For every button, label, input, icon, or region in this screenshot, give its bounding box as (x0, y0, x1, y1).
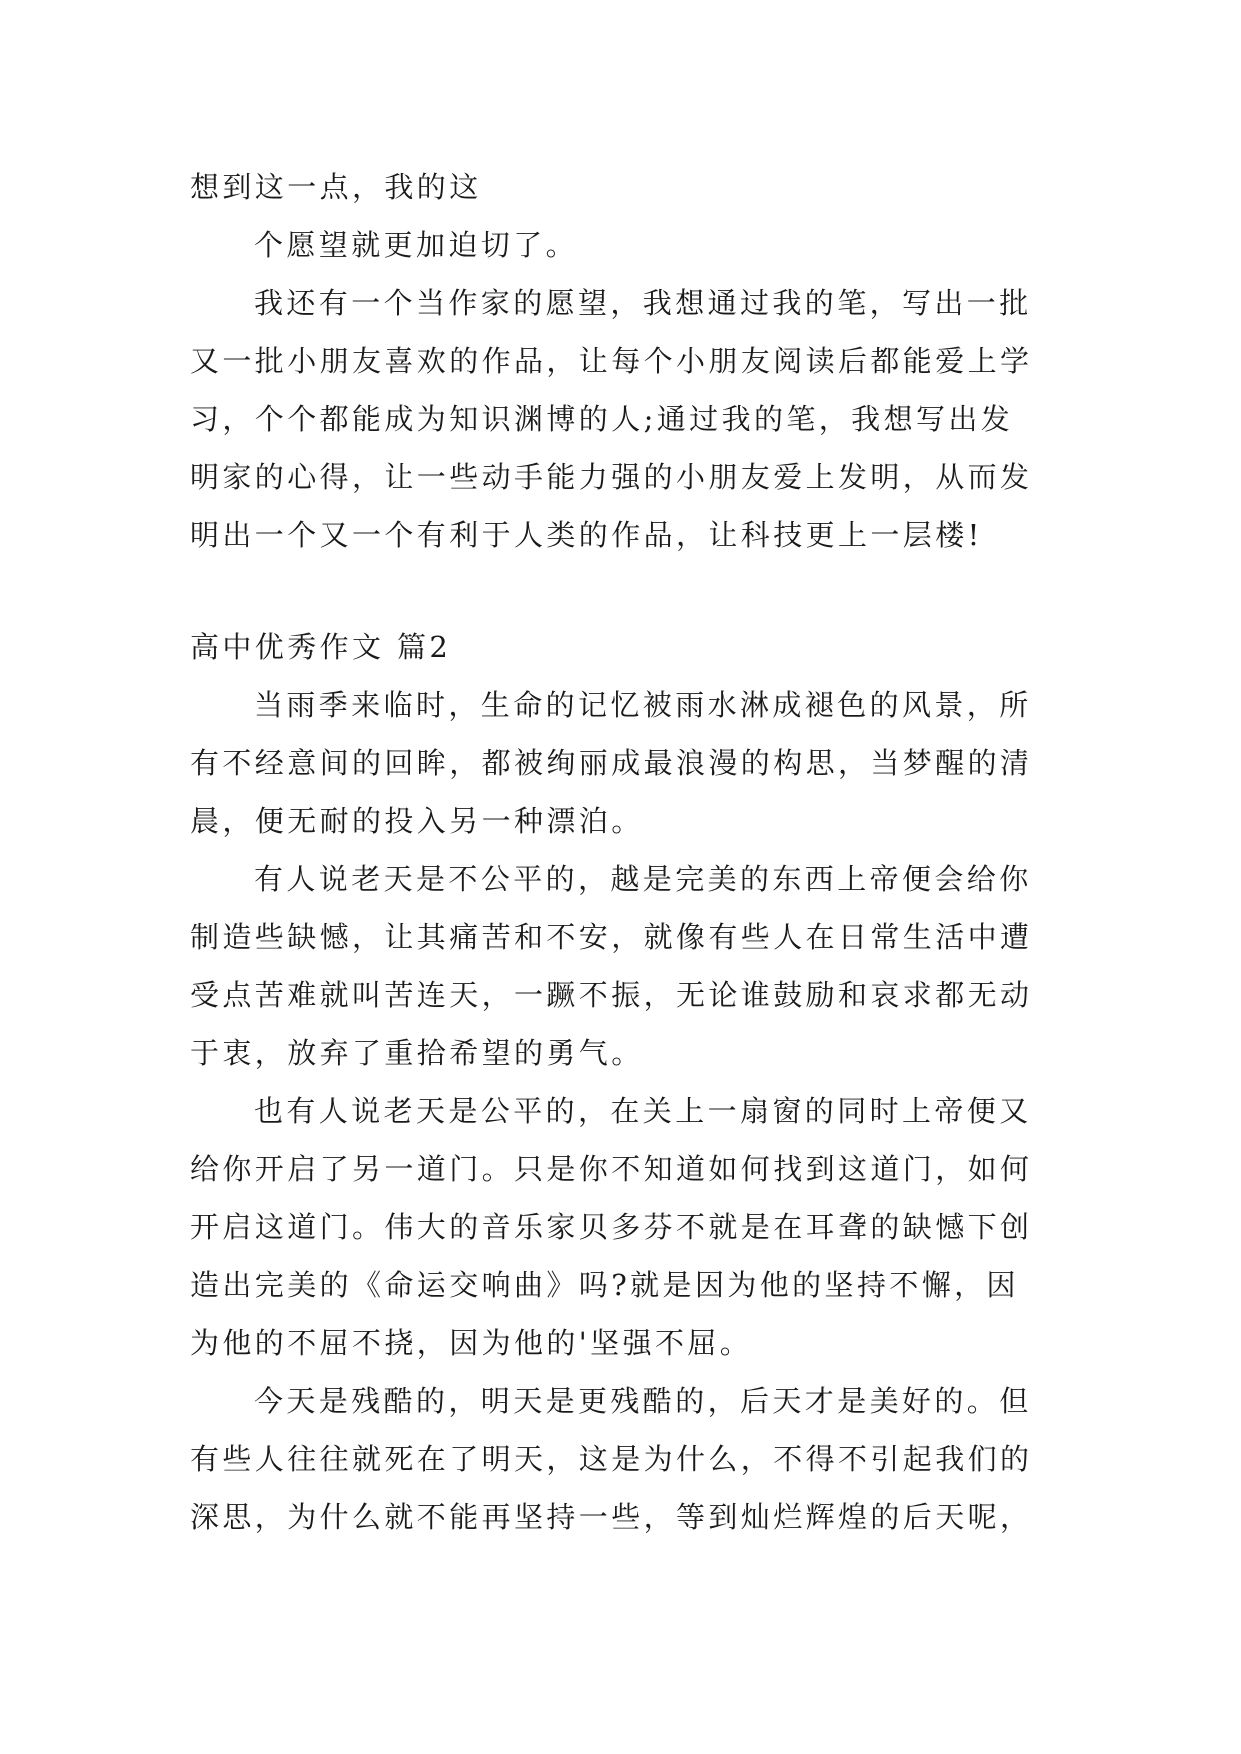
text-line: 又一批小朋友喜欢的作品，让每个小朋友阅读后都能爱上学 (190, 344, 1033, 378)
text-line: 深思，为什么就不能再坚持一些，等到灿烂辉煌的后天呢， (190, 1500, 1033, 1534)
text-line: 制造些缺憾，让其痛苦和不安，就像有些人在日常生活中遭 (190, 920, 1033, 954)
section-heading: 高中优秀作文 篇2 (190, 630, 452, 664)
text-line: 有些人往往就死在了明天，这是为什么，不得不引起我们的 (190, 1442, 1033, 1476)
paragraph-start: 今天是残酷的，明天是更残酷的，后天才是美好的。但 (254, 1384, 1032, 1418)
text-line: 个愿望就更加迫切了。 (254, 228, 579, 262)
text-line: 有不经意间的回眸，都被绚丽成最浪漫的构思，当梦醒的清 (190, 746, 1033, 780)
paragraph-start: 也有人说老天是公平的，在关上一扇窗的同时上帝便又 (254, 1094, 1032, 1128)
text-line: 为他的不屈不挠，因为他的'坚强不屈。 (190, 1326, 753, 1360)
paragraph-start: 当雨季来临时，生命的记忆被雨水淋成褪色的风景，所 (254, 688, 1032, 722)
section-gap (190, 564, 1050, 618)
text-line: 造出完美的《命运交响曲》吗?就是因为他的坚持不懈，因 (190, 1268, 1019, 1302)
text-line: 明家的心得，让一些动手能力强的小朋友爱上发明，从而发 (190, 460, 1033, 494)
text-line: 开启这道门。伟大的音乐家贝多芬不就是在耳聋的缺憾下创 (190, 1210, 1033, 1244)
text-line: 习，个个都能成为知识渊博的人;通过我的笔，我想写出发 (190, 402, 1014, 436)
text-line: 明出一个又一个有利于人类的作品，让科技更上一层楼! (190, 518, 983, 552)
text-line: 给你开启了另一道门。只是你不知道如何找到这道门，如何 (190, 1152, 1033, 1186)
text-line: 晨，便无耐的投入另一种漂泊。 (190, 804, 644, 838)
text-line: 于衷，放弃了重拾希望的勇气。 (190, 1036, 644, 1070)
text-line: 受点苦难就叫苦连天，一蹶不振，无论谁鼓励和哀求都无动 (190, 978, 1033, 1012)
text-line: 想到这一点，我的这 (190, 170, 482, 204)
document-body (190, 158, 1050, 1546)
paragraph-start: 我还有一个当作家的愿望，我想通过我的笔，写出一批 (254, 286, 1032, 320)
paragraph-start: 有人说老天是不公平的，越是完美的东西上帝便会给你 (254, 862, 1032, 896)
